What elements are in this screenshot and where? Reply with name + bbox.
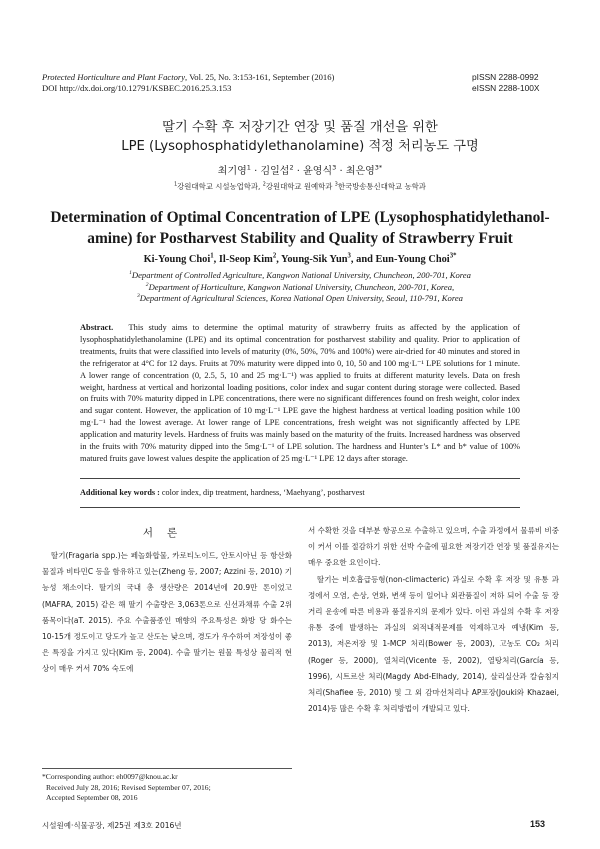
korean-title-line2: LPE (Lysophosphatidylethanolamine) 적정 처리농도 구명 [121,139,479,154]
english-affiliations [40,270,560,305]
accepted-date: Accepted September 08, 2016 [46,793,138,802]
eissn: eISSN 2288-100X [472,83,540,93]
body-column-right [308,523,559,717]
journal-header [42,72,334,94]
affiliation-line: $^1$Department of Controlled Agriculture, Kangwon National University, Chuncheon, 200-701, Korea [129,270,471,280]
body-paragraph: 서 수확한 것을 대부분 항공으로 수출하고 있으며, 수출 과정에서 물류비 비중이 커서 이를 절감하기 위한 선박 수출에 필요한 저장기간 연장 및 품질유지는 매우 중요한 요인이다. [308,526,559,568]
section-heading: 서론 [142,527,192,539]
english-title-line1: Determination of Optimal Concentration of LPE (Lysophosphatidylethanol- [50,209,550,226]
footnote [42,772,302,804]
english-title-line2: amine) for Postharvest Stability and Quality of Strawberry Fruit [87,230,513,247]
keywords-label: Additional key words : [80,488,160,497]
abstract-label: Abstract. [80,323,114,332]
affiliation-line: $^3$Department of Agricultural Sciences, Korea National Open University, Seoul, 110-791, Korea [137,293,463,303]
page-number: 153 [530,819,546,829]
english-author: Ki-Young Choi$^1$ [143,252,214,265]
keywords [80,488,520,497]
english-title [36,207,564,249]
abstract-divider-bottom [80,507,520,508]
body-column-left [42,548,292,678]
abstract [80,322,520,465]
affiliation-line: $^2$Department of Horticulture, Kangwon National University, Chuncheon, 200-701, Korea, [145,281,455,292]
korean-affiliations: $^1$강원대학교 시설농업학과, $^2$강원대학교 원예학과 $^3$한국방송통신대학교 농학과 [174,182,426,191]
abstract-divider-top [80,478,520,479]
korean-title [40,118,560,156]
korean-title-line1: 딸기 수확 후 저장기간 연장 및 품질 개선을 위한 [162,120,438,135]
pissn: pISSN 2288-0992 [472,72,539,82]
korean-author: 김일섭$^2$ [260,163,294,177]
volume-info: , Vol. 25, No. 3:153-161, September (2016) [185,72,335,82]
english-authors: Ki-Young Choi$^1$, Il-Seop Kim$^2$, Young-Sik Yun$^3$, and Eun-Young Choi$^{3*}$ [143,252,457,265]
korean-authors: 최기영$^1$ · 김일섭$^2$ · 윤영식$^3$ · 최은영$^{3*}$ [217,163,383,177]
english-author: Young-Sik Yun$^3$ [281,252,351,265]
korean-author: 윤영식$^3$ [303,163,337,177]
korean-author: 최은영$^{3*}$ [345,163,383,177]
english-author: Il-Seop Kim$^2$ [218,252,277,265]
received-date: Received July 28, 2016; Revised September 07, 2016; [46,782,211,792]
body-paragraph: 딸기는 비호흡급등형(non-climacteric) 과실로 수확 후 저장 및 유통 과정에서 오염, 손상, 연화, 변색 등이 일어나 외관품질이 저하 되어 수출 등 장거리 운송에 따른 비용과 품질유지의 문제가 있다. 이런 과실의 수확 후 저장유통 중에 발생하는 과실의 외적내적문제를 억제하고자 예냉(Kim 등, 2013), 저온저장 및 1-MCP 처리(Bower 등, 2003), 고농도 CO₂ 처리(Roger 등, 2000), 열처리(Vicente 등, 2002), 열탕처리(García 등, 1996), 시트르산 처리(Magdy Abd-Elhady, 2014), 살리실산과 칼슘침지 처리(Shafiee 등, 2010) 및 그 외 감마선처리나 AP포장(Jouki와 Khazaei, 2014)등 많은 수확 후 처리방법이 개발되고 있다. [308,574,559,714]
korean-author: 최기영$^1$ [217,163,251,177]
body-paragraph: 딸기(Fragaria spp.)는 페놀화합물, 카로티노이드, 안토시아닌 등 항산화 물질과 비타민C 등을 함유하고 있는(Zheng 등, 2007; Azzini 등, 2010) 기능성 채소이다. 딸기의 국내 총 생산량은 2014년에 20.9만 톤이었고(MAFRA, 2015) 같은 해 딸기 수출량은 3,063톤으로 신선과채류 수출 2위 품목이다(aT. 2015). 주요 수출품종인 매향의 주요특성은 화방 당 화수는 10-15개 정도이고 당도가 높고 산도는 낮으며, 경도가 우수하여 저장성이 좋은 특징을 가지고 있다(Kim 등, 2004). 수출 딸기는 원물 특성상 물리적 현상이 매우 커서 70% 숙도에 [42,551,292,674]
keywords-text: color index, dip treatment, hardness, ‘Maehyang’, postharvest [159,488,365,497]
abstract-text: This study aims to determine the optimal maturity of strawberry fruits as affected by the application of lysophosphatidylethanolamine (LPE) and its optimal concentration for postharvest stability and quality. Prior to application of treatments, fruits that were classified into levels of maturity (0%, 50%, 70% and 100%) were air-dried for 40 minutes and stored in the refrigerator at 4°C for 12 days. Fruits at 70% maturity were dipped into 0, 10, 50 and 100 mg·L⁻¹ LPE solutions for 1 minute. A lower range of concentration (0, 2.5, 5, 10 and 25 mg·L⁻¹) was applied to fruits at different maturity levels. Data on fresh weight, hardness at vertical and horizontal loading positions, color index and sugar content during storage were collected. Based on fruits with 70% maturity dipped in LPE concentrations, there were no significant differences found on fresh weight, color index and sugar content. However, the application of 10 mg·L⁻¹ LPE gave the highest hardness at vertical loading position while 100 mg·L⁻¹ had the lowest average. At lower range of LPE concentrations, fresh weight was not significantly affected by LPE application and maturity levels. Hardness of fruits was mainly based on the maturity of the fruits. Increased hardness was observed in the fruits with 70% maturity dipped into the 5mg·L⁻¹ of LPE solution. The hardness and Hunter’s L* and b* value of 100% matured fruits gave lowest values despite the application of 25 mg·L⁻¹ LPE 12 days after storage. [80,323,521,463]
journal-name: Protected Horticulture and Plant Factory [42,72,186,82]
footnote-divider [42,768,292,769]
corresponding-author: *Corresponding author: eh0097@knou.ac.kr [42,772,178,781]
issn-block [472,72,540,94]
english-author: Eun-Young Choi$^{3*}$ [375,252,457,265]
doi-link[interactable]: DOI http://dx.doi.org/10.12791/KSBEC.2016.25.3.153 [42,83,232,93]
footer-journal: 시설원예·식물공장, 제25권 제3호 2016년 [42,821,182,830]
